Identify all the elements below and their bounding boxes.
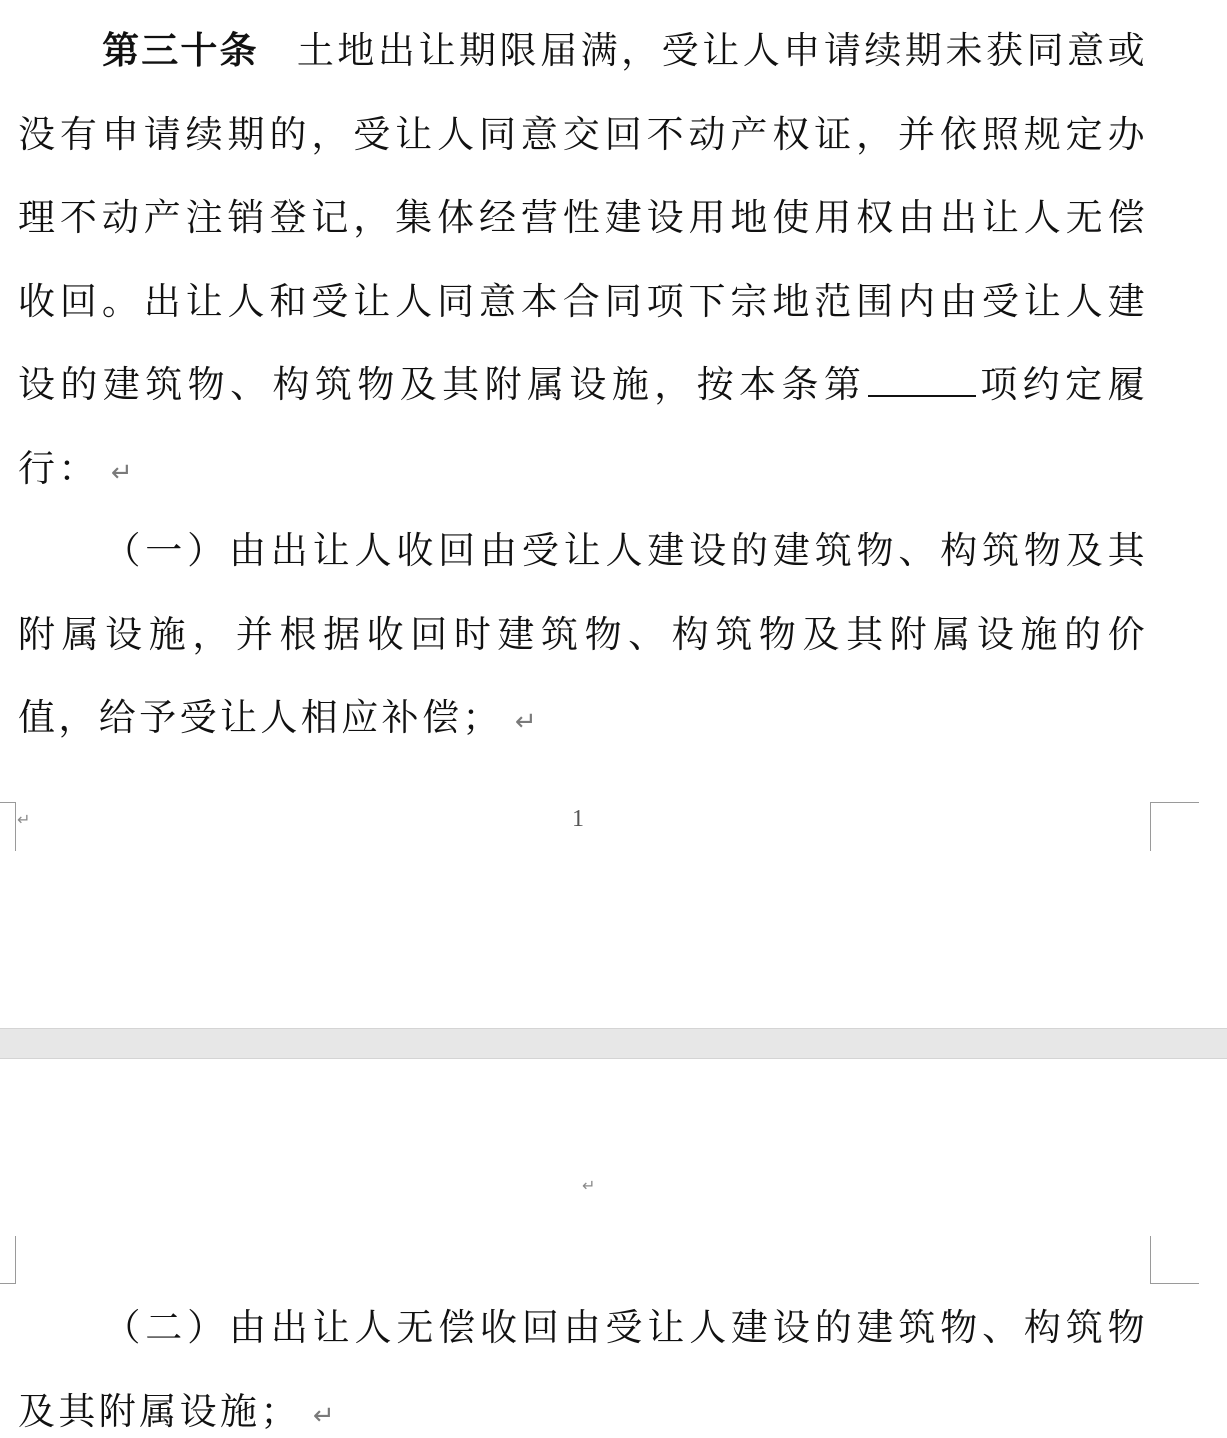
article-body-text-end: 项约定履行： bbox=[18, 363, 1148, 490]
option-one-text: （一）由出让人收回由受让人建设的建筑物、构筑物及其附属设施，并根据收回时建筑物、构筑物及其附属设施的价值，给予受让人相应补偿； bbox=[18, 529, 1148, 739]
fill-in-blank[interactable] bbox=[868, 371, 976, 397]
article-heading: 第三十条 bbox=[102, 29, 259, 72]
article-30-paragraph[interactable] bbox=[18, 9, 1148, 515]
paragraph-mark-icon: ↵ bbox=[514, 707, 537, 737]
crop-mark-header-left bbox=[0, 1236, 16, 1284]
paragraph-mark-icon: ↵ bbox=[312, 1400, 335, 1431]
crop-mark-header-right bbox=[1150, 1236, 1199, 1284]
header-paragraph-mark-icon: ↵ bbox=[582, 1176, 596, 1195]
option-two-text: （二）由出让人无偿收回由受让人建设的建筑物、构筑物及其附属设施； bbox=[18, 1306, 1148, 1433]
article-body-text: 土地出让期限届满，受让人申请续期未获同意或没有申请续期的，受让人同意交回不动产权证，并依照规定办理不动产注销登记，集体经营性建设用地使用权由出让人无偿收回。出让人和受让人同意本合同项下宗地范围内由受让人建设的建筑物、构筑物及其附属设施，按本条第 bbox=[18, 29, 1149, 406]
crop-mark-footer-left bbox=[0, 802, 16, 851]
footer-paragraph-mark-icon: ↵ bbox=[17, 810, 31, 829]
page-separator bbox=[0, 1028, 1227, 1059]
option-one-paragraph[interactable] bbox=[18, 509, 1148, 765]
paragraph-mark-icon: ↵ bbox=[110, 457, 133, 488]
crop-mark-footer-right bbox=[1150, 802, 1199, 851]
option-two-paragraph[interactable] bbox=[18, 1286, 1148, 1438]
document-page-2 bbox=[0, 1059, 1227, 1438]
page-number: 1 bbox=[572, 806, 584, 832]
